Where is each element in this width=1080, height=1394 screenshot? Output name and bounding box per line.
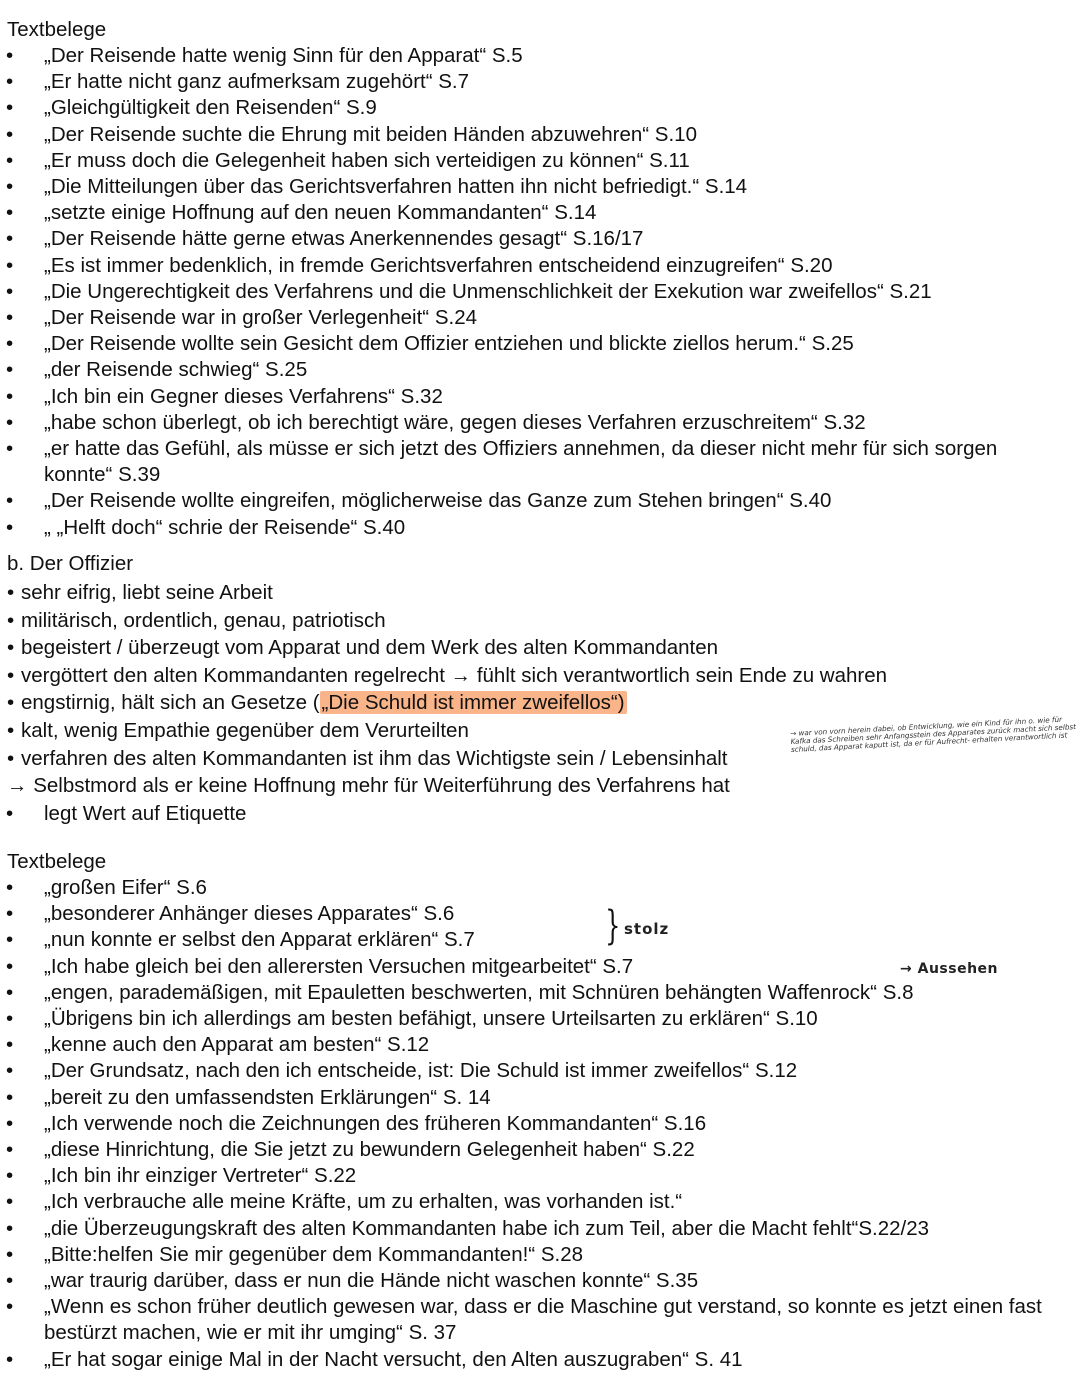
handwritten-annotation-stolz: stolz bbox=[624, 920, 670, 938]
list-item: • „Er hat sogar einige Mal in der Nacht versucht, den Alten auszugraben“ S. 41 bbox=[0, 1347, 1060, 1373]
list-item: • „engen, parademäßigen, mit Epauletten beschwerten, mit Schnüren behängten Waffenrock“ S.8 bbox=[0, 980, 1060, 1006]
list-item: • „großen Eifer“ S.6 bbox=[0, 875, 1060, 901]
list-item: • „die Überzeugungskraft des alten Kommandanten habe ich zum Teil, aber die Macht fehlt“S.22/23 bbox=[0, 1216, 1060, 1242]
handwritten-note: → war von vorn herein dabei, ob Entwicklung, wie ein Kind für ihn o. wie für Kafka das Schreiben sehr Anfangsstein des Apparates zurück macht sich selbst schuld, das Apparat kaputt ist, da er für Aufrecht- erhalten verantwortlich ist bbox=[789, 714, 1077, 754]
list-item: • „Es ist immer bedenklich, in fremde Gerichtsverfahren entscheidend einzugreifen“ S.20 bbox=[0, 253, 1060, 279]
list-item: • „der Reisende schwieg“ S.25 bbox=[0, 357, 1060, 383]
list-item: • „habe schon überlegt, ob ich berechtigt wäre, gegen dieses Verfahren erzuschreitem“ S.32 bbox=[0, 410, 1060, 436]
list-item: • „war traurig darüber, dass er nun die Hände nicht waschen konnte“ S.35 bbox=[0, 1268, 1060, 1294]
section-heading-textbelege-1: Textbelege bbox=[7, 18, 107, 41]
list-item: • „Der Reisende suchte die Ehrung mit beiden Händen abzuwehren“ S.10 bbox=[0, 122, 1060, 148]
list-item: • „bereit zu den umfassendsten Erklärungen“ S. 14 bbox=[0, 1085, 1060, 1111]
quote-list-offizier bbox=[0, 875, 1060, 1373]
list-item: • „Der Grundsatz, nach den ich entscheide, ist: Die Schuld ist immer zweifellos“ S.12 bbox=[0, 1058, 1060, 1084]
list-item: • „Der Reisende hatte wenig Sinn für den Apparat“ S.5 bbox=[0, 43, 1060, 69]
list-item: • „Der Reisende wollte eingreifen, möglicherweise das Ganze zum Stehen bringen“ S.40 bbox=[0, 488, 1060, 514]
list-item: • „Gleichgültigkeit den Reisenden“ S.9 bbox=[0, 95, 1060, 121]
list-item: • „ „Helft doch“ schrie der Reisende“ S.40 bbox=[0, 515, 1060, 541]
trait-item: • vergöttert den alten Kommandanten regelrecht → fühlt sich verantwortlich sein Ende zu wahren bbox=[7, 663, 888, 687]
list-item: • „er hatte das Gefühl, als müsse er sich jetzt des Offiziers annehmen, da dieser nicht mehr für sich sorgen konnte“ S.39 bbox=[0, 436, 1060, 488]
trait-item: → Selbstmord als er keine Hoffnung mehr für Weiterführung des Verfahrens hat bbox=[7, 774, 730, 798]
trait-item: • militärisch, ordentlich, genau, patriotisch bbox=[7, 608, 386, 632]
quote-list-reisender bbox=[0, 43, 1060, 541]
trait-item: • begeistert / überzeugt vom Apparat und dem Werk des alten Kommandanten bbox=[7, 636, 719, 660]
trait-item: • verfahren des alten Kommandanten ist ihm das Wichtigste sein / Lebensinhalt bbox=[7, 746, 728, 770]
list-item: • „Wenn es schon früher deutlich gewesen war, dass er die Maschine gut verstand, so konnte es jetzt einen fast bestürzt machen, wie er mit ihr umging“ S. 37 bbox=[0, 1294, 1060, 1346]
list-item: • „Er muss doch die Gelegenheit haben sich verteidigen zu können“ S.11 bbox=[0, 148, 1060, 174]
list-item: • „diese Hinrichtung, die Sie jetzt zu bewundern Gelegenheit haben“ S.22 bbox=[0, 1137, 1060, 1163]
list-item: • „Der Reisende wollte sein Gesicht dem Offizier entziehen und blickte ziellos herum.“ S.25 bbox=[0, 331, 1060, 357]
highlighted-quote: „Die Schuld ist immer zweifellos“) bbox=[321, 691, 625, 715]
curly-brace-icon: } bbox=[605, 903, 621, 949]
list-item: • „nun konnte er selbst den Apparat erklären“ S.7 bbox=[0, 927, 1060, 953]
list-item: • „Er hatte nicht ganz aufmerksam zugehört“ S.7 bbox=[0, 69, 1060, 95]
handwritten-annotation-aussehen: → Aussehen bbox=[900, 961, 998, 977]
trait-item: • engstirnig, hält sich an Gesetze („Die Schuld ist immer zweifellos“) bbox=[7, 691, 625, 715]
list-item: • „Ich bin ein Gegner dieses Verfahrens“ S.32 bbox=[0, 384, 1060, 410]
section-heading-textbelege-2: Textbelege bbox=[7, 850, 107, 873]
list-item: • „Die Ungerechtigkeit des Verfahrens und die Unmenschlichkeit der Exekution war zweifellos“ S.21 bbox=[0, 279, 1060, 305]
list-item: • „besonderer Anhänger dieses Apparates“ S.6 bbox=[0, 901, 1060, 927]
list-item: • „Ich bin ihr einziger Vertreter“ S.22 bbox=[0, 1163, 1060, 1189]
list-item: • „Übrigens bin ich allerdings am besten befähigt, unsere Urteilsarten zu erklären“ S.10 bbox=[0, 1006, 1060, 1032]
trait-list-offizier bbox=[0, 579, 888, 827]
list-item: • „setzte einige Hoffnung auf den neuen Kommandanten“ S.14 bbox=[0, 200, 1060, 226]
list-item: • „Der Reisende hätte gerne etwas Anerkennendes gesagt“ S.16/17 bbox=[0, 226, 1060, 252]
list-item: • „Der Reisende war in großer Verlegenheit“ S.24 bbox=[0, 305, 1060, 331]
section-heading-offizier: b. Der Offizier bbox=[7, 552, 134, 575]
list-item: • „kenne auch den Apparat am besten“ S.12 bbox=[0, 1032, 1060, 1058]
list-item: • „Ich habe gleich bei den allerersten Versuchen mitgearbeitet“ S.7 bbox=[0, 954, 1060, 980]
list-item: • „Ich verwende noch die Zeichnungen des früheren Kommandanten“ S.16 bbox=[0, 1111, 1060, 1137]
trait-item: • kalt, wenig Empathie gegenüber dem Verurteilten bbox=[7, 718, 469, 742]
list-item: • „Ich verbrauche alle meine Kräfte, um zu erhalten, was vorhanden ist.“ bbox=[0, 1189, 1060, 1215]
list-item: • „Bitte:helfen Sie mir gegenüber dem Kommandanten!“ S.28 bbox=[0, 1242, 1060, 1268]
trait-item: • sehr eifrig, liebt seine Arbeit bbox=[7, 581, 273, 604]
trait-item: • legt Wert auf Etiquette bbox=[6, 801, 247, 825]
list-item: • „Die Mitteilungen über das Gerichtsverfahren hatten ihn nicht befriedigt.“ S.14 bbox=[0, 174, 1060, 200]
